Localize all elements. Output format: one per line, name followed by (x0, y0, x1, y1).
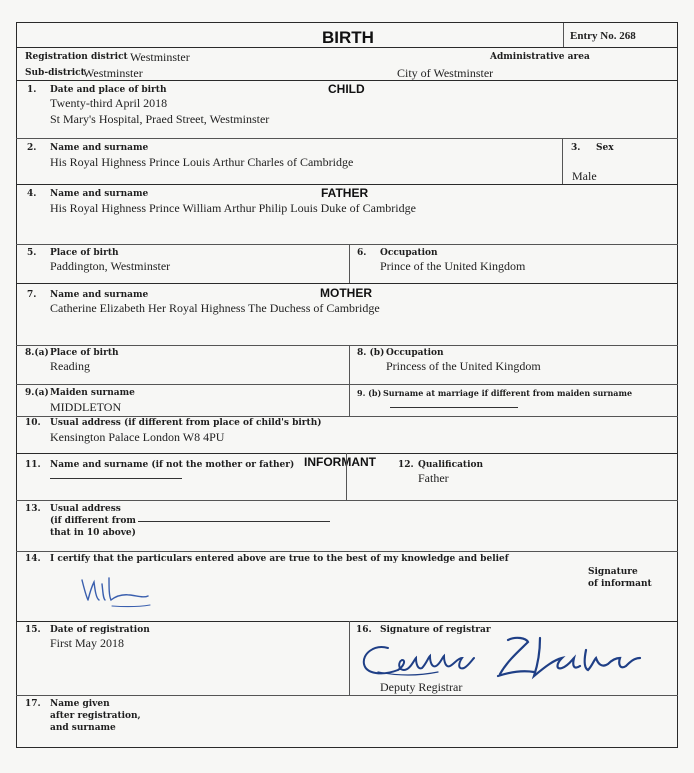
father-name-value: His Royal Highness Prince William Arthur Philip Louis Duke of Cambridge (50, 201, 416, 215)
field-17-number: 17. (25, 699, 41, 709)
field-7-label: Name and surname (50, 290, 149, 300)
informant-address-blank (138, 521, 330, 522)
child-name-value: His Royal Highness Prince Louis Arthur Charles of Cambridge (50, 155, 354, 169)
field-1-number: 1. (27, 85, 37, 95)
registration-date-value: First May 2018 (50, 636, 125, 650)
father-heading: FATHER (321, 186, 369, 200)
district-rule (16, 80, 678, 81)
usual-address-value: Kensington Palace London W8 4PU (50, 430, 225, 444)
field-15-number: 15. (25, 625, 41, 635)
qualification-divider (346, 453, 347, 500)
field-2-number: 2. (27, 143, 37, 153)
rule-1 (16, 138, 678, 139)
field-15-label: Date of registration (50, 625, 150, 635)
field-8a-number: 8.(a) (25, 348, 49, 358)
field-13-label-2: (if different from (50, 516, 136, 526)
field-1-label: Date and place of birth (50, 85, 167, 95)
father-birthplace-value: Paddington, Westminster (50, 259, 171, 273)
field-6-label: Occupation (380, 248, 438, 258)
sub-district-value: Westminster (83, 66, 143, 80)
registration-district-label: Registration district (25, 52, 128, 62)
signature-label-informant: of informant (588, 579, 652, 589)
mother-name-value: Catherine Elizabeth Her Royal Highness The Duchess of Cambridge (50, 301, 380, 315)
rule-9 (16, 500, 678, 501)
entry-number: Entry No. 268 (570, 30, 636, 42)
rule-12 (16, 695, 678, 696)
rule-11 (16, 621, 678, 622)
field-10-number: 10. (25, 418, 41, 428)
mother-birthplace-value: Reading (50, 359, 90, 373)
maiden-surname-value: MIDDLETON (50, 400, 122, 414)
field-16-label: Signature of registrar (380, 625, 491, 635)
qualification-value: Father (418, 471, 449, 485)
field-13-label-1: Usual address (50, 504, 121, 514)
rule-2 (16, 184, 678, 185)
field-9b-number: 9. (b) (357, 388, 382, 398)
father-occupation-divider (349, 244, 350, 283)
sex-divider (562, 138, 563, 184)
registration-district-value: Westminster (130, 50, 190, 64)
father-occupation-value: Prince of the United Kingdom (380, 259, 526, 273)
rule-3 (16, 244, 678, 245)
field-4-number: 4. (27, 189, 37, 199)
informant-signature (78, 574, 158, 614)
field-17-label-2: after registration, (50, 711, 141, 721)
rule-6 (16, 384, 678, 385)
field-14-number: 14. (25, 554, 41, 564)
birth-place-value: St Mary's Hospital, Praed Street, Westminster (50, 112, 270, 126)
signature-label: Signature (588, 567, 638, 577)
field-16-number: 16. (356, 625, 372, 635)
field-17-label-3: and surname (50, 723, 116, 733)
header-rule (16, 47, 678, 48)
rule-5 (16, 345, 678, 346)
birth-date-value: Twenty-third April 2018 (50, 96, 168, 110)
administrative-area-value: City of Westminster (397, 66, 494, 80)
field-8b-label: Occupation (386, 348, 444, 358)
field-9a-label: Maiden surname (50, 388, 135, 398)
certification-statement: I certify that the particulars entered above are true to the best of my knowledge and belief (50, 554, 509, 564)
field-9b-label: Surname at marriage if different from maiden surname (383, 388, 633, 398)
field-10-label: Usual address (if different from place of child's birth) (50, 418, 322, 428)
field-12-label: Qualification (418, 460, 484, 470)
registrar-divider (349, 621, 350, 695)
sex-value: Male (572, 169, 597, 183)
entry-divider (563, 23, 564, 47)
field-3-number: 3. (571, 143, 581, 153)
rule-7 (16, 416, 678, 417)
sub-district-label: Sub-district (25, 68, 85, 78)
registrar-role: Deputy Registrar (380, 680, 463, 694)
field-11-label: Name and surname (if not the mother or father) (50, 460, 295, 470)
certificate-title: BIRTH (322, 28, 374, 47)
rule-4 (16, 283, 678, 284)
child-heading: CHILD (328, 82, 365, 96)
field-4-label: Name and surname (50, 189, 149, 199)
field-13-label-3: that in 10 above) (50, 528, 136, 538)
field-11-number: 11. (25, 460, 41, 470)
field-3-label: Sex (596, 143, 614, 153)
administrative-area-label: Administrative area (490, 52, 590, 62)
field-7-number: 7. (27, 290, 37, 300)
married-surname-blank (390, 407, 518, 408)
field-9a-number: 9.(a) (25, 388, 49, 398)
field-12-number: 12. (398, 460, 414, 470)
field-8a-label: Place of birth (50, 348, 119, 358)
field-5-label: Place of birth (50, 248, 119, 258)
field-8b-number: 8. (b) (357, 348, 385, 358)
informant-heading: INFORMANT (304, 455, 376, 469)
field-2-label: Name and surname (50, 143, 149, 153)
field-17-label-1: Name given (50, 699, 110, 709)
rule-8 (16, 453, 678, 454)
mother-occupation-value: Princess of the United Kingdom (386, 359, 541, 373)
mother-heading: MOTHER (320, 286, 372, 300)
field-5-number: 5. (27, 248, 37, 258)
field-6-number: 6. (357, 248, 367, 258)
field-13-number: 13. (25, 504, 41, 514)
mother-divider (349, 345, 350, 417)
rule-10 (16, 551, 678, 552)
registrar-signature (358, 630, 648, 690)
informant-name-blank (50, 478, 182, 479)
